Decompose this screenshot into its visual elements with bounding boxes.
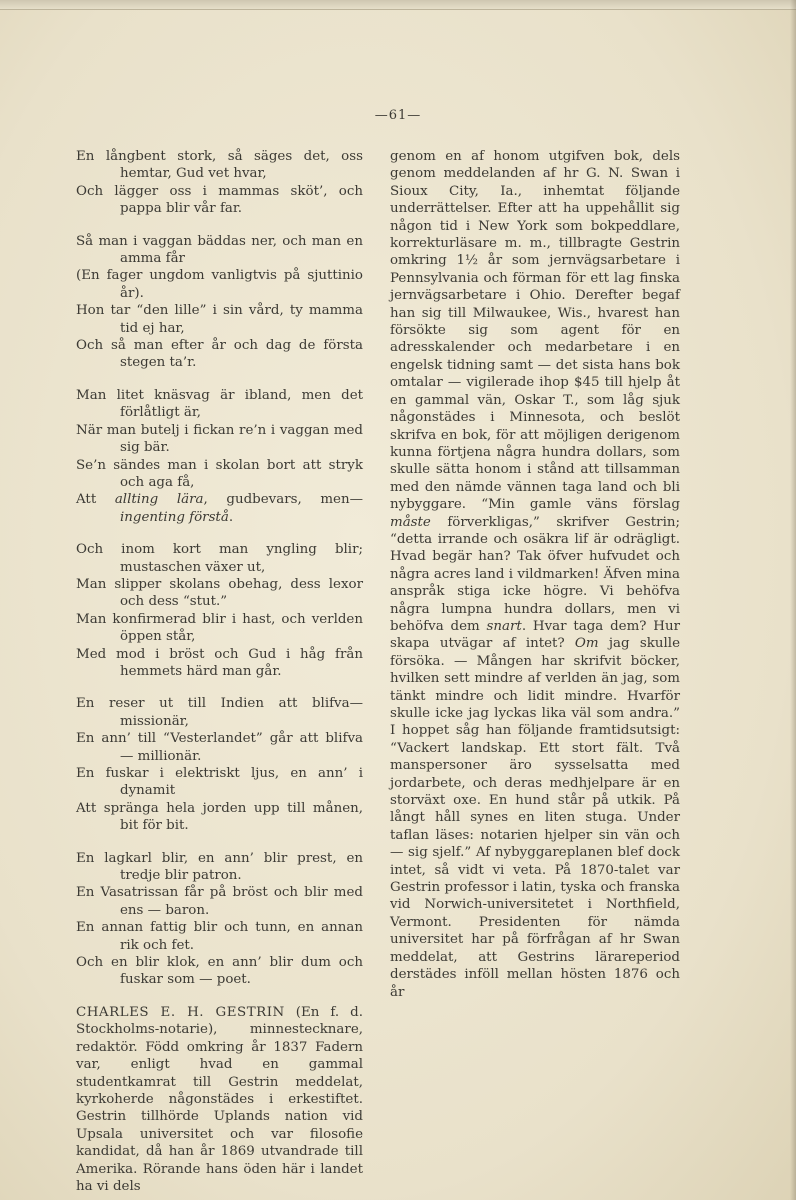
poem-line: Se’n sändes man i skolan bort att stryk och aga få, — [76, 457, 363, 490]
page-number: —61— — [374, 108, 422, 123]
poem-stanza-5 — [76, 695, 363, 834]
poem-line: En lagkarl blir, en ann’ blir prest, en tredje blir patron. — [76, 850, 363, 884]
poem-line: En fuskar i elektriskt ljus, en ann’ i dynamit — [76, 766, 363, 799]
poem-line: En ann’ till “Vesterlandet” går att blifva — millionär. — [76, 731, 363, 764]
entry-name: CHARLES E. H. GESTRIN — [76, 1004, 285, 1020]
biography-paragraph — [390, 148, 680, 1001]
poem-line: En annan fattig blir och tunn, en annan rik och fet. — [76, 920, 363, 953]
poem-line: Och en blir klok, en ann’ blir dum och fuskar som — poet. — [76, 955, 363, 988]
text-run: , gudbevars, men— — [203, 492, 363, 508]
page-top-edge — [0, 0, 796, 10]
italic-text: allting lära — [114, 492, 204, 508]
biography-entry-start — [76, 1004, 363, 1195]
entry-text: (En f. d. Stockholms-notarie), minnestecknare, redaktör. Född omkring år 1837 Fadern var, enligt hvad en gammal studentkamrat till Gestrin meddelat, kyrkoherde någonstädes i erkestiftet. Gestrin tillhörde Uplands nation vid Upsala universitet och var filosofie kandidat, då han år 1869 utvandrade till Amerika. Rörande hans öden här i landet ha vi dels — [76, 1004, 363, 1194]
entry-text: jag skulle försöka. — Mången har skrifvit böcker, hvilken sett mindre af verlden än jag, som tänkt mindre och lidit mindre. Hvarför skulle icke jag lyckas lika väl som andra.” I hoppet såg han följande framtidsutsigt: “Vackert landskap. Ett stort fält. Två manspersoner äro sysselsatta med jordarbete, och deras medhjelpare är en storväxt oxe. En hund står på utkik. På långt håll synes en liten stuga. Under taflan läses: notarien hjelper sin vän och — sig sjelf.” Af nybyggareplanen blef dock intet, så vidt vi veta. På 1870-talet var Gestrin professor i latin, tyska och franska vid Norwich-universitetet i Northfield, Vermont. Presidenten för nämda universitet har på förfrågan af hr Swan meddelat, att Gestrins lärareperiod derstädes inföll mellan hösten 1876 och år — [390, 636, 680, 1000]
italic-text: måste — [390, 514, 431, 530]
poem-line: Med mod i bröst och Gud i håg från hemmets härd man går. — [76, 646, 363, 679]
italic-text: snart — [486, 618, 522, 634]
poem-line: Man slipper skolans obehag, dess lexor och dess “stut.” — [76, 576, 363, 610]
poem-line: Och inom kort man yngling blir; mustaschen växer ut, — [76, 542, 363, 575]
italic-text: ingenting förstå — [120, 509, 229, 525]
poem-line: Man litet knäsvag är ibland, men det förlåtligt är, — [76, 387, 363, 421]
text-run: . — [228, 509, 234, 525]
biography-paragraph — [76, 1004, 363, 1195]
biography-entry-continued — [390, 148, 680, 1001]
left-column — [76, 148, 363, 1195]
entry-text: . Hvar taga dem? Hur skapa utvägar af intet? — [390, 618, 680, 652]
poem-line: Man konfirmerad blir i hast, och verlden öppen står, — [76, 611, 363, 645]
poem-line: Och lägger oss i mammas sköt’, och pappa blir vår far. — [76, 183, 363, 217]
poem-line: Och så man efter år och dag de första stegen ta’r. — [76, 338, 363, 371]
poem-line: Hon tar “den lille” i sin vård, ty mamma tid ej har, — [76, 303, 363, 336]
poem-stanza-2 — [76, 233, 363, 372]
poem-line: En reser ut till Indien att blifva—missionär, — [76, 696, 363, 729]
entry-text: genom en af honom utgifven bok, dels genom meddelanden af hr G. N. Swan i Sioux City, Ia., inhemtat följande underrättelser. Efter att ha uppehållit sig någon tid i New York som bokpeddlare, korrekturläsare m. m., tillbragte Gestrin omkring 1½ år som jernvägsarbetare i Pennsylvania och förman för ett lag finska jernvägsarbetare i Ohio. Derefter begaf han sig till Milwaukee, Wis., hvarest han försökte sig som agent för en adresskalender och medarbetare i en engelsk tidning samt — det sista hans bok omtalar — vigilerade ihop $45 till hjelp åt en gammal vän, Oskar T., som låg sjuk någonstädes i Minnesota, och beslöt skrifva en bok, för att möjligen derigenom kunna förtjena några hundra dollars, som skulle sätta honom i stånd att tillsamman med den nämde vännen taga land och bli nybyggare. “Min gamle väns förslag — [390, 149, 680, 513]
poem-stanza-1 — [76, 148, 363, 218]
poem-line: En Vasatrissan får på bröst och blir med ens — baron. — [76, 885, 363, 918]
italic-text: Om — [574, 636, 599, 652]
poem-line: En långbent stork, så säges det, oss hemtar, Gud vet hvar, — [76, 149, 363, 182]
right-column — [390, 148, 680, 1001]
poem-line: (En fager ungdom vanligtvis på sjuttinio år). — [76, 268, 363, 301]
page-edge-shadow — [790, 0, 796, 1200]
poem-stanza-6 — [76, 850, 363, 989]
poem-line: Så man i vaggan bäddas ner, och man en amma får — [76, 233, 363, 267]
poem-stanza-3 — [76, 387, 363, 526]
text-run: Att — [76, 492, 115, 508]
poem-line-italic — [76, 491, 363, 526]
poem-line: Att spränga hela jorden upp till månen, bit för bit. — [76, 800, 363, 834]
entry-text: förverkligas,” skrifver Gestrin; “detta irrande och osäkra lif är odrägligt. Hvad begär han? Tak öfver hufvudet och några acres land i vildmarken! Äfven mina anspråk stiga icke högre. Vi behöfva några lumpna hundra dollars, men vi behöfva dem — [390, 514, 680, 634]
poem-stanza-4 — [76, 541, 363, 680]
poem-line: När man butelj i fickan re’n i vaggan med sig bär. — [76, 422, 363, 456]
